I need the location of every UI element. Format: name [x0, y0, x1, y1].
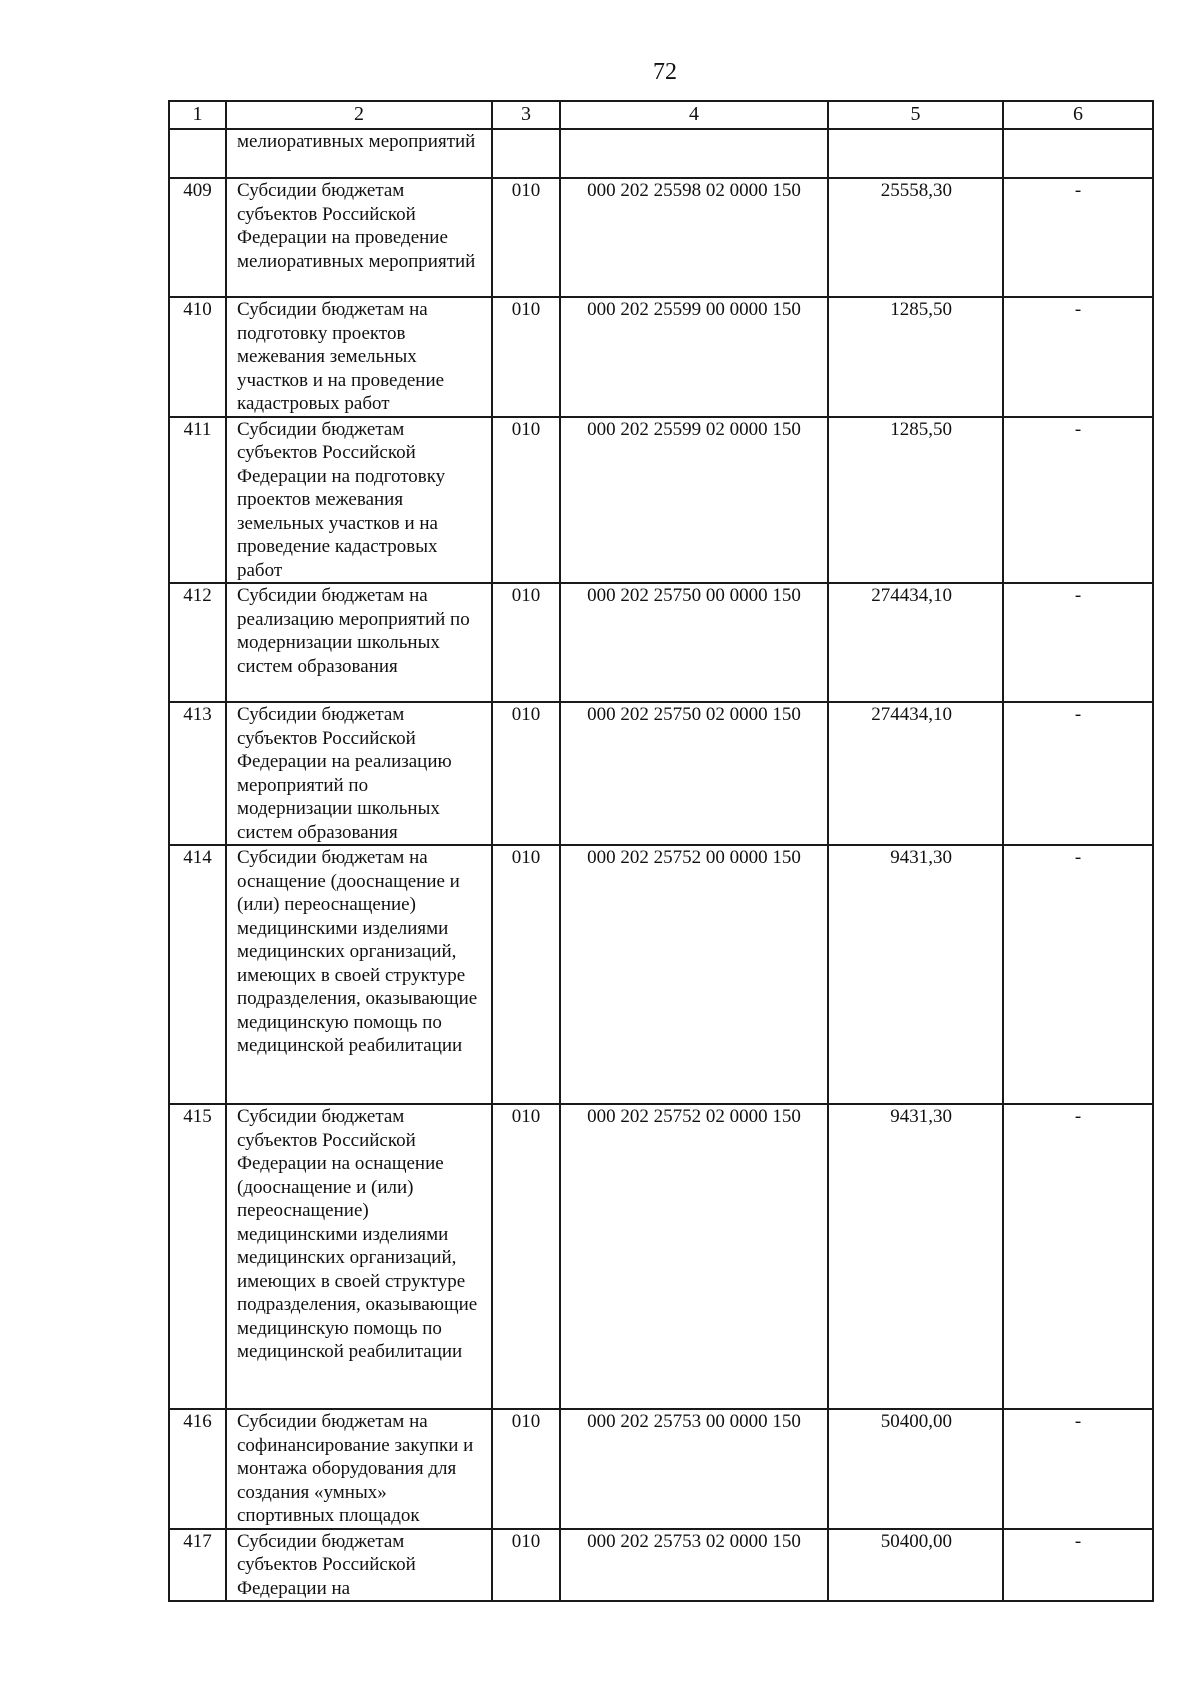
row-name: Субсидии бюджетам на оснащение (дооснащение и (или) переоснащение) медицинскими изделиями медицинских организаций, имеющих в своей структуре подразделения, оказывающие медицинскую помощь по медицинской реабилитации — [226, 845, 492, 1104]
row-number: 412 — [169, 583, 226, 702]
row-admin-code — [492, 129, 560, 178]
row-budget-code: 000 202 25599 00 0000 150 — [560, 297, 828, 417]
col-header-6: 6 — [1003, 101, 1153, 129]
row-admin-code: 010 — [492, 1409, 560, 1529]
row-amount: 9431,30 — [828, 845, 1003, 1104]
row-number — [169, 129, 226, 178]
table-row — [169, 297, 1153, 417]
row-amount: 25558,30 — [828, 178, 1003, 297]
row-name: Субсидии бюджетам субъектов Российской Федерации на — [226, 1529, 492, 1602]
page-number: 72 — [653, 59, 677, 85]
row-budget-code: 000 202 25598 02 0000 150 — [560, 178, 828, 297]
row-extra: - — [1003, 297, 1153, 417]
col-header-2: 2 — [226, 101, 492, 129]
table-row — [169, 583, 1153, 702]
row-budget-code: 000 202 25599 02 0000 150 — [560, 417, 828, 584]
row-budget-code: 000 202 25753 02 0000 150 — [560, 1529, 828, 1602]
row-amount: 274434,10 — [828, 583, 1003, 702]
col-header-3: 3 — [492, 101, 560, 129]
row-admin-code: 010 — [492, 702, 560, 845]
row-name: Субсидии бюджетам на софинансирование закупки и монтажа оборудования для создания «умных» спортивных площадок — [226, 1409, 492, 1529]
row-admin-code: 010 — [492, 417, 560, 584]
row-name: мелиоративных мероприятий — [226, 129, 492, 178]
row-amount: 9431,30 — [828, 1104, 1003, 1409]
table-row — [169, 1409, 1153, 1529]
row-extra: - — [1003, 583, 1153, 702]
row-number: 415 — [169, 1104, 226, 1409]
row-number: 414 — [169, 845, 226, 1104]
row-admin-code: 010 — [492, 1529, 560, 1602]
row-number: 410 — [169, 297, 226, 417]
table-row — [169, 702, 1153, 845]
row-number: 411 — [169, 417, 226, 584]
row-name: Субсидии бюджетам субъектов Российской Федерации на проведение мелиоративных мероприятий — [226, 178, 492, 297]
row-budget-code — [560, 129, 828, 178]
table-row — [169, 417, 1153, 584]
row-number: 417 — [169, 1529, 226, 1602]
row-budget-code: 000 202 25750 02 0000 150 — [560, 702, 828, 845]
row-number: 416 — [169, 1409, 226, 1529]
row-amount: 50400,00 — [828, 1409, 1003, 1529]
row-admin-code: 010 — [492, 178, 560, 297]
row-name: Субсидии бюджетам субъектов Российской Федерации на реализацию мероприятий по модернизации школьных систем образования — [226, 702, 492, 845]
table-row — [169, 1529, 1153, 1602]
row-name: Субсидии бюджетам субъектов Российской Федерации на оснащение (дооснащение и (или) переоснащение) медицинскими изделиями медицинских организаций, имеющих в своей структуре подразделения, оказывающие медицинскую помощь по медицинской реабилитации — [226, 1104, 492, 1409]
budget-table — [168, 100, 1154, 1602]
col-header-1: 1 — [169, 101, 226, 129]
row-extra: - — [1003, 1104, 1153, 1409]
row-budget-code: 000 202 25752 00 0000 150 — [560, 845, 828, 1104]
table-row — [169, 1104, 1153, 1409]
row-extra: - — [1003, 1529, 1153, 1602]
table-row — [169, 845, 1153, 1104]
row-extra: - — [1003, 417, 1153, 584]
col-header-5: 5 — [828, 101, 1003, 129]
row-amount: 50400,00 — [828, 1529, 1003, 1602]
row-name: Субсидии бюджетам субъектов Российской Федерации на подготовку проектов межевания земельных участков и на проведение кадастровых работ — [226, 417, 492, 584]
row-admin-code: 010 — [492, 583, 560, 702]
row-extra — [1003, 129, 1153, 178]
row-amount: 274434,10 — [828, 702, 1003, 845]
row-amount — [828, 129, 1003, 178]
row-number: 413 — [169, 702, 226, 845]
row-name: Субсидии бюджетам на подготовку проектов межевания земельных участков и на проведение кадастровых работ — [226, 297, 492, 417]
row-amount: 1285,50 — [828, 297, 1003, 417]
row-name: Субсидии бюджетам на реализацию мероприятий по модернизации школьных систем образования — [226, 583, 492, 702]
row-admin-code: 010 — [492, 1104, 560, 1409]
row-admin-code: 010 — [492, 297, 560, 417]
row-extra: - — [1003, 702, 1153, 845]
table-row — [169, 178, 1153, 297]
row-extra: - — [1003, 178, 1153, 297]
col-header-4: 4 — [560, 101, 828, 129]
row-extra: - — [1003, 845, 1153, 1104]
table-row-continuation — [169, 129, 1153, 178]
header-row — [169, 101, 1153, 129]
row-number: 409 — [169, 178, 226, 297]
row-budget-code: 000 202 25752 02 0000 150 — [560, 1104, 828, 1409]
row-budget-code: 000 202 25753 00 0000 150 — [560, 1409, 828, 1529]
row-extra: - — [1003, 1409, 1153, 1529]
row-budget-code: 000 202 25750 00 0000 150 — [560, 583, 828, 702]
row-admin-code: 010 — [492, 845, 560, 1104]
row-amount: 1285,50 — [828, 417, 1003, 584]
